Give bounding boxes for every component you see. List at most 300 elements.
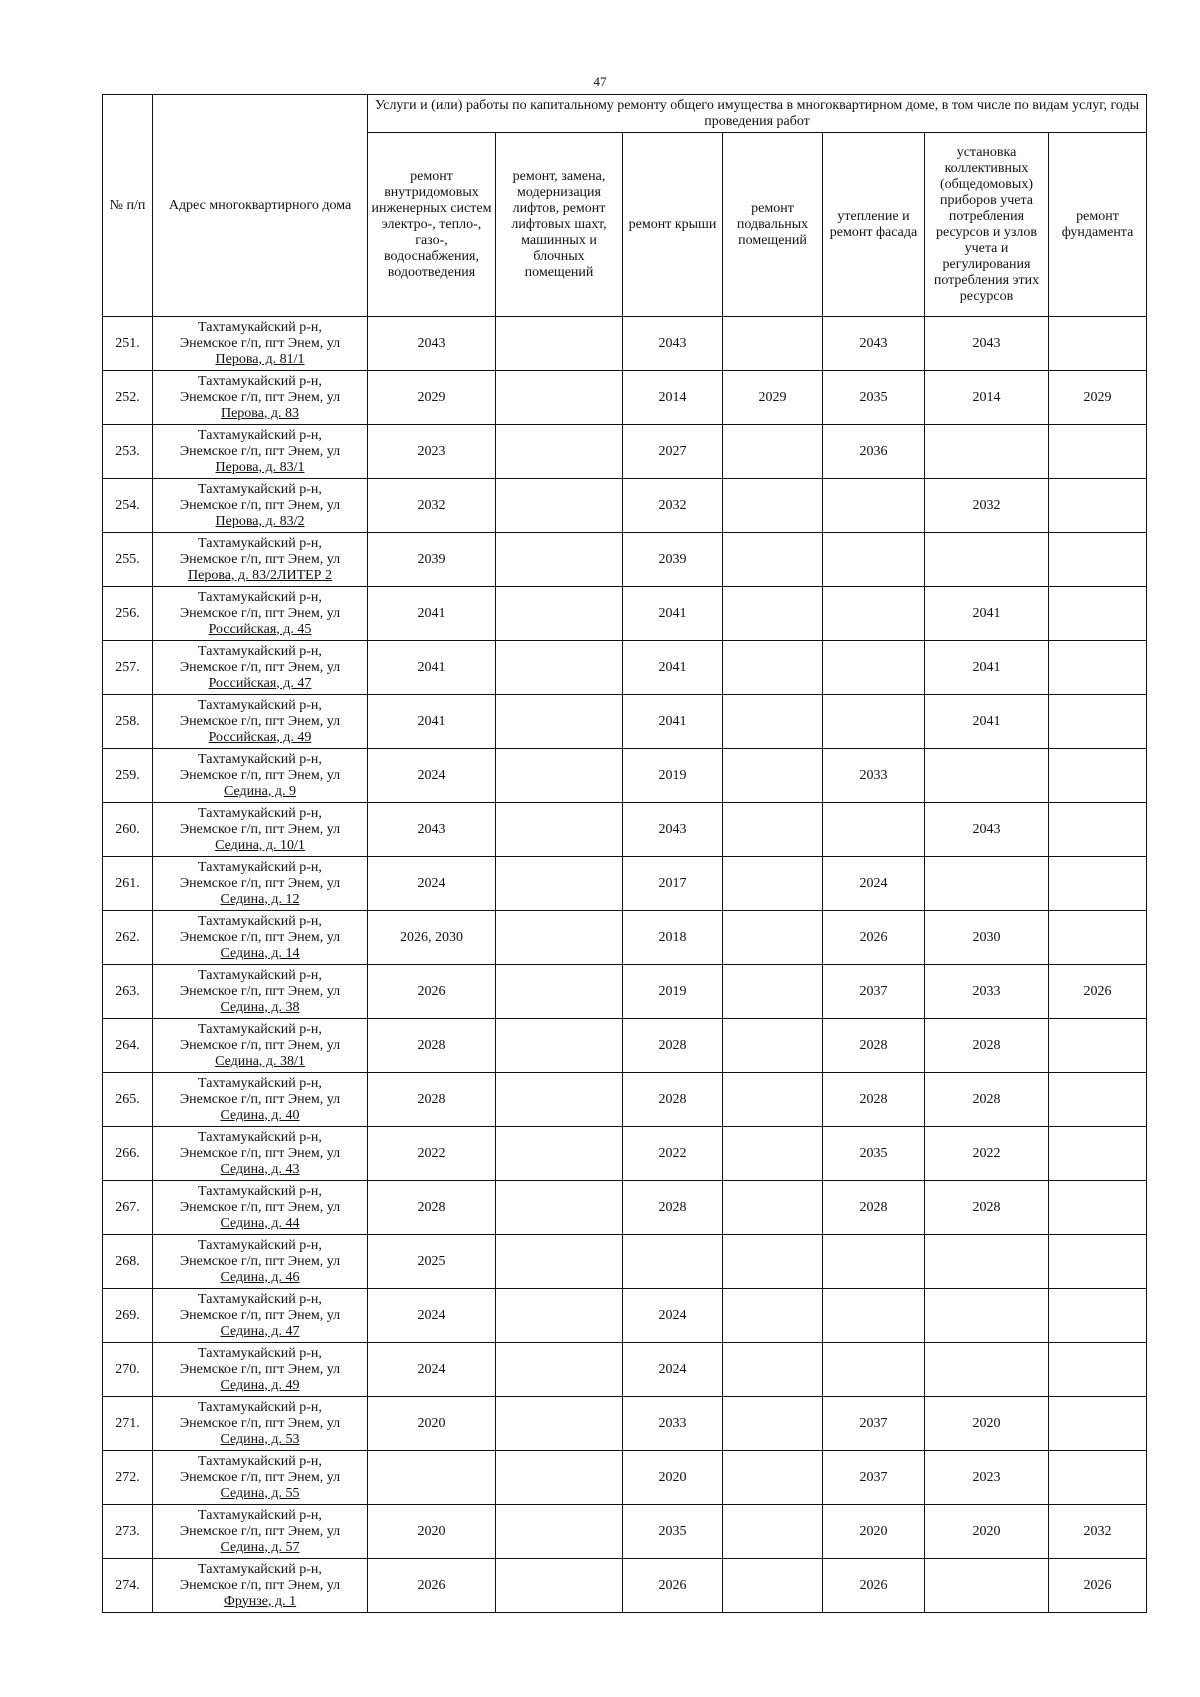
cell-meters — [925, 1343, 1049, 1397]
cell-elevators — [496, 533, 623, 587]
address-cell — [153, 1343, 368, 1397]
table-row — [103, 1181, 1147, 1235]
cell-meters: 2022 — [925, 1127, 1049, 1181]
cell-basement — [723, 1019, 823, 1073]
table-row — [103, 1451, 1147, 1505]
address-line: Энемское г/п, пгт Энем, ул — [179, 1523, 341, 1539]
table-row — [103, 1289, 1147, 1343]
cell-elevators — [496, 1235, 623, 1289]
address-cell — [153, 1289, 368, 1343]
table-row — [103, 1559, 1147, 1613]
cell-elevators — [496, 317, 623, 371]
cell-facade — [823, 1235, 925, 1289]
cell-elevators — [496, 1019, 623, 1073]
cell-engineering-systems: 2026 — [368, 1559, 496, 1613]
table-row — [103, 1127, 1147, 1181]
cell-roof: 2043 — [623, 803, 723, 857]
address-cell — [153, 1073, 368, 1127]
cell-foundation — [1049, 533, 1147, 587]
address-line: Энемское г/п, пгт Энем, ул — [179, 1307, 341, 1323]
cell-roof: 2035 — [623, 1505, 723, 1559]
cell-elevators — [496, 803, 623, 857]
row-number: 255. — [103, 533, 153, 587]
cell-roof: 2033 — [623, 1397, 723, 1451]
address-cell — [153, 1019, 368, 1073]
address-street: Российская, д. 45 — [208, 621, 312, 637]
cell-elevators — [496, 911, 623, 965]
row-number: 274. — [103, 1559, 153, 1613]
cell-foundation — [1049, 1451, 1147, 1505]
address-line: Энемское г/п, пгт Энем, ул — [179, 929, 341, 945]
cell-foundation — [1049, 1289, 1147, 1343]
address-line: Тахтамукайский р-н, — [198, 1183, 322, 1199]
cell-meters: 2041 — [925, 587, 1049, 641]
row-number: 258. — [103, 695, 153, 749]
cell-facade: 2036 — [823, 425, 925, 479]
table-body — [103, 317, 1147, 1613]
row-number: 265. — [103, 1073, 153, 1127]
cell-roof — [623, 1235, 723, 1289]
table-row — [103, 371, 1147, 425]
address-line: Энемское г/п, пгт Энем, ул — [179, 335, 341, 351]
table-row — [103, 749, 1147, 803]
cell-roof: 2032 — [623, 479, 723, 533]
cell-engineering-systems: 2024 — [368, 857, 496, 911]
cell-roof: 2017 — [623, 857, 723, 911]
address-cell — [153, 479, 368, 533]
address-cell — [153, 803, 368, 857]
cell-meters — [925, 857, 1049, 911]
cell-facade: 2028 — [823, 1019, 925, 1073]
cell-roof: 2024 — [623, 1343, 723, 1397]
cell-roof: 2024 — [623, 1289, 723, 1343]
cell-foundation: 2026 — [1049, 965, 1147, 1019]
address-line: Тахтамукайский р-н, — [198, 535, 322, 551]
cell-facade: 2037 — [823, 1451, 925, 1505]
header-services-title: Услуги и (или) работы по капитальному ремонту общего имущества в многоквартирном доме, в том числе по видам услуг, годы проведения работ — [368, 95, 1147, 133]
table-row — [103, 1073, 1147, 1127]
cell-basement — [723, 911, 823, 965]
table-row — [103, 317, 1147, 371]
row-number: 252. — [103, 371, 153, 425]
address-street: Седина, д. 47 — [220, 1323, 300, 1339]
address-line: Тахтамукайский р-н, — [198, 859, 322, 875]
cell-foundation — [1049, 587, 1147, 641]
cell-facade: 2037 — [823, 1397, 925, 1451]
cell-foundation — [1049, 857, 1147, 911]
cell-foundation — [1049, 695, 1147, 749]
address-cell — [153, 695, 368, 749]
cell-meters: 2014 — [925, 371, 1049, 425]
header-foundation: ремонт фундамента — [1049, 133, 1147, 317]
cell-meters: 2041 — [925, 695, 1049, 749]
cell-foundation — [1049, 641, 1147, 695]
page-number: 47 — [593, 74, 607, 89]
address-line: Тахтамукайский р-н, — [198, 1453, 322, 1469]
address-street: Седина, д. 55 — [220, 1485, 300, 1501]
address-line: Энемское г/п, пгт Энем, ул — [179, 443, 341, 459]
address-street: Седина, д. 49 — [220, 1377, 300, 1393]
row-number: 262. — [103, 911, 153, 965]
address-line: Тахтамукайский р-н, — [198, 1021, 322, 1037]
cell-facade: 2024 — [823, 857, 925, 911]
cell-foundation — [1049, 1127, 1147, 1181]
address-street: Седина, д. 9 — [224, 783, 296, 799]
cell-foundation — [1049, 803, 1147, 857]
address-street: Седина, д. 10/1 — [215, 837, 305, 853]
address-street: Перова, д. 83/2 — [215, 513, 305, 529]
cell-foundation — [1049, 317, 1147, 371]
header-engineering-systems: ремонт внутридомовых инженерных систем электро-, тепло-, газо-, водоснабжения, водоотведения — [368, 133, 496, 317]
cell-elevators — [496, 965, 623, 1019]
cell-engineering-systems: 2024 — [368, 1289, 496, 1343]
row-number: 261. — [103, 857, 153, 911]
table-row — [103, 857, 1147, 911]
cell-foundation — [1049, 1235, 1147, 1289]
cell-basement — [723, 641, 823, 695]
cell-meters: 2043 — [925, 317, 1049, 371]
capital-repair-table — [102, 94, 1147, 1613]
cell-facade: 2035 — [823, 1127, 925, 1181]
address-line: Энемское г/п, пгт Энем, ул — [179, 983, 341, 999]
cell-elevators — [496, 1397, 623, 1451]
header-meters: установка коллективных (общедомовых) приборов учета потребления ресурсов и узлов учета и регулирования потребления этих ресурсов — [925, 133, 1049, 317]
row-number: 259. — [103, 749, 153, 803]
address-line: Тахтамукайский р-н, — [198, 1345, 322, 1361]
address-cell — [153, 1559, 368, 1613]
cell-meters: 2030 — [925, 911, 1049, 965]
cell-elevators — [496, 749, 623, 803]
cell-basement — [723, 1505, 823, 1559]
cell-facade — [823, 695, 925, 749]
cell-foundation: 2032 — [1049, 1505, 1147, 1559]
cell-roof: 2026 — [623, 1559, 723, 1613]
address-line: Энемское г/п, пгт Энем, ул — [179, 551, 341, 567]
cell-elevators — [496, 1505, 623, 1559]
address-street: Перова, д. 81/1 — [215, 351, 305, 367]
cell-elevators — [496, 371, 623, 425]
table-row — [103, 1343, 1147, 1397]
address-cell — [153, 371, 368, 425]
address-cell — [153, 317, 368, 371]
cell-meters — [925, 1289, 1049, 1343]
cell-foundation — [1049, 1019, 1147, 1073]
cell-facade: 2028 — [823, 1073, 925, 1127]
cell-foundation — [1049, 479, 1147, 533]
cell-foundation — [1049, 1073, 1147, 1127]
cell-engineering-systems: 2026 — [368, 965, 496, 1019]
cell-basement — [723, 1397, 823, 1451]
cell-foundation — [1049, 749, 1147, 803]
cell-elevators — [496, 1073, 623, 1127]
cell-facade — [823, 587, 925, 641]
table-row — [103, 1505, 1147, 1559]
cell-meters: 2032 — [925, 479, 1049, 533]
table-row — [103, 695, 1147, 749]
cell-meters: 2033 — [925, 965, 1049, 1019]
address-street: Седина, д. 44 — [220, 1215, 300, 1231]
cell-basement — [723, 1235, 823, 1289]
row-number: 263. — [103, 965, 153, 1019]
table-row — [103, 1397, 1147, 1451]
cell-basement — [723, 1343, 823, 1397]
address-street: Перова, д. 83/1 — [215, 459, 305, 475]
cell-roof: 2018 — [623, 911, 723, 965]
cell-basement — [723, 587, 823, 641]
cell-basement — [723, 749, 823, 803]
address-cell — [153, 1451, 368, 1505]
header-facade: утепление и ремонт фасада — [823, 133, 925, 317]
address-line: Тахтамукайский р-н, — [198, 319, 322, 335]
cell-basement — [723, 695, 823, 749]
address-line: Энемское г/п, пгт Энем, ул — [179, 1145, 341, 1161]
cell-meters: 2028 — [925, 1181, 1049, 1235]
cell-foundation: 2026 — [1049, 1559, 1147, 1613]
row-number: 264. — [103, 1019, 153, 1073]
table-row — [103, 533, 1147, 587]
address-line: Тахтамукайский р-н, — [198, 1399, 322, 1415]
address-line: Тахтамукайский р-н, — [198, 1561, 322, 1577]
address-cell — [153, 1397, 368, 1451]
cell-engineering-systems: 2024 — [368, 1343, 496, 1397]
cell-basement — [723, 425, 823, 479]
cell-roof: 2019 — [623, 749, 723, 803]
cell-facade — [823, 1343, 925, 1397]
address-cell — [153, 911, 368, 965]
cell-meters — [925, 533, 1049, 587]
cell-engineering-systems: 2041 — [368, 641, 496, 695]
cell-roof: 2043 — [623, 317, 723, 371]
cell-roof: 2039 — [623, 533, 723, 587]
cell-meters — [925, 749, 1049, 803]
address-line: Тахтамукайский р-н, — [198, 1507, 322, 1523]
cell-basement — [723, 803, 823, 857]
cell-meters: 2028 — [925, 1019, 1049, 1073]
address-cell — [153, 1505, 368, 1559]
table-row — [103, 803, 1147, 857]
cell-elevators — [496, 587, 623, 641]
cell-meters: 2028 — [925, 1073, 1049, 1127]
cell-facade: 2035 — [823, 371, 925, 425]
cell-basement — [723, 857, 823, 911]
cell-facade: 2020 — [823, 1505, 925, 1559]
header-basement: ремонт подвальных помещений — [723, 133, 823, 317]
cell-roof: 2028 — [623, 1073, 723, 1127]
address-line: Энемское г/п, пгт Энем, ул — [179, 1253, 341, 1269]
cell-meters: 2041 — [925, 641, 1049, 695]
cell-roof: 2041 — [623, 587, 723, 641]
cell-facade: 2026 — [823, 911, 925, 965]
address-line: Энемское г/п, пгт Энем, ул — [179, 713, 341, 729]
cell-engineering-systems: 2025 — [368, 1235, 496, 1289]
cell-elevators — [496, 1343, 623, 1397]
address-street: Перова, д. 83/2ЛИТЕР 2 — [188, 567, 332, 583]
cell-engineering-systems: 2043 — [368, 317, 496, 371]
address-line: Энемское г/п, пгт Энем, ул — [179, 1577, 341, 1593]
address-street: Перова, д. 83 — [220, 405, 300, 421]
table-row — [103, 425, 1147, 479]
address-cell — [153, 641, 368, 695]
address-line: Тахтамукайский р-н, — [198, 1291, 322, 1307]
address-line: Тахтамукайский р-н, — [198, 697, 322, 713]
cell-basement: 2029 — [723, 371, 823, 425]
cell-roof: 2014 — [623, 371, 723, 425]
row-number: 253. — [103, 425, 153, 479]
address-line: Тахтамукайский р-н, — [198, 643, 322, 659]
cell-meters: 2023 — [925, 1451, 1049, 1505]
address-line: Энемское г/п, пгт Энем, ул — [179, 1091, 341, 1107]
cell-engineering-systems: 2029 — [368, 371, 496, 425]
cell-meters — [925, 425, 1049, 479]
address-line: Энемское г/п, пгт Энем, ул — [179, 1199, 341, 1215]
cell-roof: 2020 — [623, 1451, 723, 1505]
address-street: Седина, д. 12 — [220, 891, 300, 907]
table-row — [103, 587, 1147, 641]
cell-facade: 2037 — [823, 965, 925, 1019]
cell-roof: 2041 — [623, 641, 723, 695]
cell-foundation — [1049, 911, 1147, 965]
cell-elevators — [496, 425, 623, 479]
cell-engineering-systems: 2022 — [368, 1127, 496, 1181]
cell-engineering-systems: 2026, 2030 — [368, 911, 496, 965]
address-line: Тахтамукайский р-н, — [198, 967, 322, 983]
header-roof: ремонт крыши — [623, 133, 723, 317]
table-row — [103, 965, 1147, 1019]
address-line: Тахтамукайский р-н, — [198, 805, 322, 821]
cell-basement — [723, 1181, 823, 1235]
address-line: Тахтамукайский р-н, — [198, 589, 322, 605]
address-cell — [153, 857, 368, 911]
cell-basement — [723, 965, 823, 1019]
row-number: 256. — [103, 587, 153, 641]
row-number: 251. — [103, 317, 153, 371]
address-cell — [153, 587, 368, 641]
cell-basement — [723, 533, 823, 587]
address-street: Седина, д. 57 — [220, 1539, 300, 1555]
cell-engineering-systems — [368, 1451, 496, 1505]
header-address: Адрес многоквартирного дома — [153, 95, 368, 317]
cell-engineering-systems: 2043 — [368, 803, 496, 857]
row-number: 268. — [103, 1235, 153, 1289]
address-cell — [153, 965, 368, 1019]
address-line: Тахтамукайский р-н, — [198, 481, 322, 497]
cell-elevators — [496, 1451, 623, 1505]
cell-meters — [925, 1559, 1049, 1613]
cell-engineering-systems: 2032 — [368, 479, 496, 533]
address-cell — [153, 1235, 368, 1289]
cell-roof: 2041 — [623, 695, 723, 749]
cell-elevators — [496, 695, 623, 749]
cell-roof: 2027 — [623, 425, 723, 479]
row-number: 257. — [103, 641, 153, 695]
row-number: 272. — [103, 1451, 153, 1505]
table-row — [103, 1019, 1147, 1073]
cell-roof: 2022 — [623, 1127, 723, 1181]
address-street: Седина, д. 38 — [220, 999, 300, 1015]
cell-basement — [723, 1451, 823, 1505]
cell-elevators — [496, 1127, 623, 1181]
address-cell — [153, 1181, 368, 1235]
address-line: Энемское г/п, пгт Энем, ул — [179, 767, 341, 783]
cell-basement — [723, 1127, 823, 1181]
cell-basement — [723, 1559, 823, 1613]
cell-facade — [823, 1289, 925, 1343]
address-line: Энемское г/п, пгт Энем, ул — [179, 1037, 341, 1053]
row-number: 266. — [103, 1127, 153, 1181]
cell-roof: 2019 — [623, 965, 723, 1019]
cell-foundation — [1049, 425, 1147, 479]
header-num: № п/п — [103, 95, 153, 317]
row-number: 269. — [103, 1289, 153, 1343]
address-line: Тахтамукайский р-н, — [198, 373, 322, 389]
cell-elevators — [496, 857, 623, 911]
row-number: 273. — [103, 1505, 153, 1559]
cell-basement — [723, 317, 823, 371]
cell-facade: 2026 — [823, 1559, 925, 1613]
address-line: Тахтамукайский р-н, — [198, 751, 322, 767]
address-street: Седина, д. 40 — [220, 1107, 300, 1123]
cell-engineering-systems: 2028 — [368, 1181, 496, 1235]
address-street: Российская, д. 47 — [208, 675, 312, 691]
cell-basement — [723, 1289, 823, 1343]
cell-engineering-systems: 2023 — [368, 425, 496, 479]
address-line: Энемское г/п, пгт Энем, ул — [179, 659, 341, 675]
address-cell — [153, 1127, 368, 1181]
cell-meters: 2020 — [925, 1505, 1049, 1559]
cell-meters: 2043 — [925, 803, 1049, 857]
cell-facade — [823, 803, 925, 857]
cell-engineering-systems: 2020 — [368, 1505, 496, 1559]
address-cell — [153, 533, 368, 587]
table-row — [103, 641, 1147, 695]
address-street: Седина, д. 38/1 — [215, 1053, 305, 1069]
cell-foundation — [1049, 1397, 1147, 1451]
cell-basement — [723, 479, 823, 533]
address-line: Тахтамукайский р-н, — [198, 1075, 322, 1091]
row-number: 254. — [103, 479, 153, 533]
address-line: Энемское г/п, пгт Энем, ул — [179, 875, 341, 891]
cell-meters: 2020 — [925, 1397, 1049, 1451]
address-line: Тахтамукайский р-н, — [198, 427, 322, 443]
address-street: Российская, д. 49 — [208, 729, 312, 745]
cell-foundation: 2029 — [1049, 371, 1147, 425]
address-line: Тахтамукайский р-н, — [198, 1129, 322, 1145]
row-number: 267. — [103, 1181, 153, 1235]
cell-elevators — [496, 1181, 623, 1235]
cell-facade — [823, 533, 925, 587]
address-line: Энемское г/п, пгт Энем, ул — [179, 1361, 341, 1377]
cell-engineering-systems: 2020 — [368, 1397, 496, 1451]
cell-facade: 2033 — [823, 749, 925, 803]
cell-engineering-systems: 2024 — [368, 749, 496, 803]
cell-engineering-systems: 2028 — [368, 1073, 496, 1127]
address-street: Седина, д. 46 — [220, 1269, 300, 1285]
address-line: Энемское г/п, пгт Энем, ул — [179, 1415, 341, 1431]
cell-elevators — [496, 1289, 623, 1343]
address-street: Седина, д. 53 — [220, 1431, 300, 1447]
cell-foundation — [1049, 1181, 1147, 1235]
address-line: Энемское г/п, пгт Энем, ул — [179, 389, 341, 405]
cell-facade — [823, 641, 925, 695]
cell-foundation — [1049, 1343, 1147, 1397]
address-street: Седина, д. 43 — [220, 1161, 300, 1177]
row-number: 260. — [103, 803, 153, 857]
cell-facade: 2043 — [823, 317, 925, 371]
cell-facade: 2028 — [823, 1181, 925, 1235]
address-line: Энемское г/п, пгт Энем, ул — [179, 497, 341, 513]
row-number: 271. — [103, 1397, 153, 1451]
cell-elevators — [496, 479, 623, 533]
